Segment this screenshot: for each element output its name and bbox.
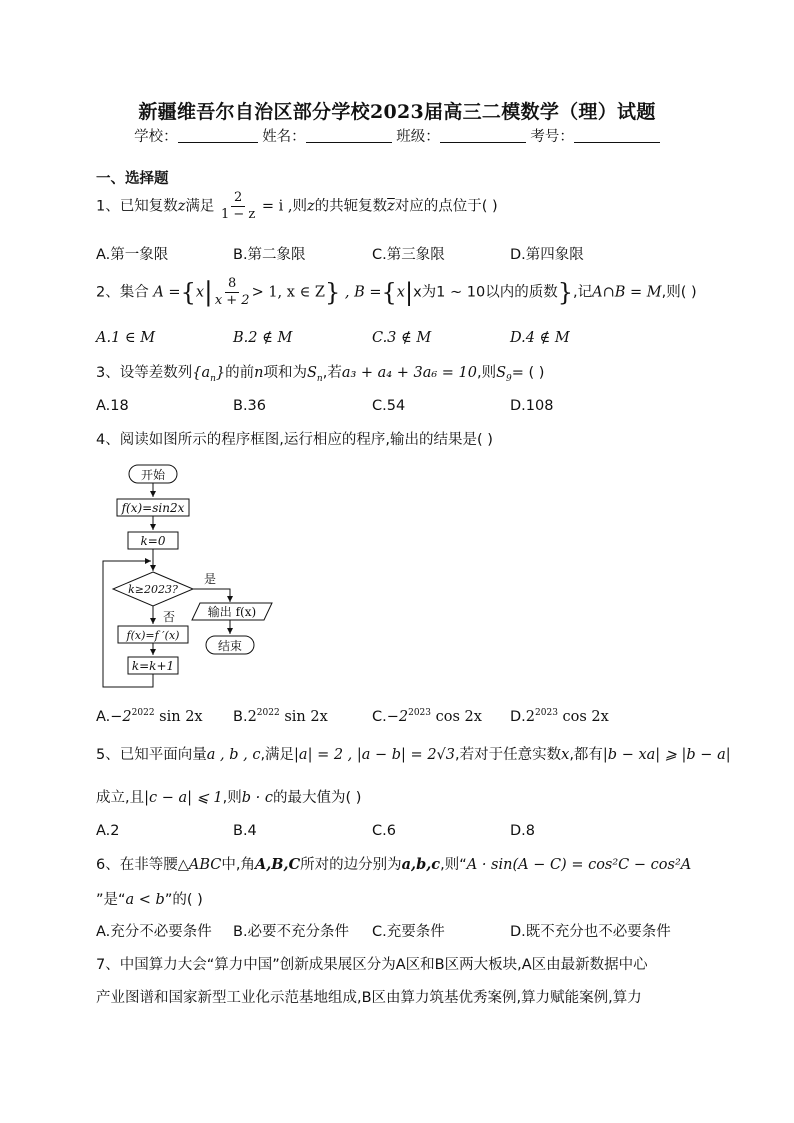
question-7: 7、中国算力大会“算力中国”创新成果展区分为A区和B区两大板块,A区由最新数据中心 — [96, 957, 648, 973]
question-4: 4、阅读如图所示的程序框图,运行相应的程序,输出的结果是( ) — [96, 432, 493, 448]
flow-deriv-text: f(x)=f ′(x) — [126, 629, 180, 642]
q5-option-c[interactable]: C.6 — [372, 823, 396, 839]
q1-option-c[interactable]: C.第三象限 — [372, 247, 445, 263]
school-blank[interactable] — [178, 142, 258, 143]
question-3: 3、设等差数列$\{a_n\}$的前n项和为$S_n$,若a₃ + a₄ + 3a₆ = 10,则$S_9=$ ( ) — [96, 365, 545, 384]
flow-inc-text: k=k+1 — [131, 659, 175, 673]
class-blank[interactable] — [440, 142, 526, 143]
q3-option-b[interactable]: B.36 — [233, 398, 267, 414]
q3-option-a[interactable]: A.18 — [96, 398, 129, 414]
q6-option-d[interactable]: D.既不充分也不必要条件 — [510, 924, 671, 940]
number-blank[interactable] — [574, 142, 660, 143]
q1-option-d[interactable]: D.第四象限 — [510, 247, 584, 263]
q1-option-a[interactable]: A.第一象限 — [96, 247, 169, 263]
flow-k0-text: k=0 — [140, 534, 166, 548]
q2-fraction: $\frac{8}{x + 2}$ — [214, 276, 250, 308]
q3-option-c[interactable]: C.54 — [372, 398, 406, 414]
q2-option-c[interactable]: C.3 ∉ M — [372, 330, 432, 346]
question-5-line2: 成立,且|c − a| ⩽ 1,则b · c的最大值为( ) — [96, 790, 362, 806]
flow-output-text: 输出 f(x) — [207, 605, 257, 619]
question-7-line2: 产业图谱和国家新型工业化示范基地组成,B区由算力筑基优秀案例,算力赋能案例,算力 — [96, 990, 642, 1006]
q3-option-d[interactable]: D.108 — [510, 398, 554, 414]
flow-yes-text: 是 — [204, 572, 217, 586]
q1-fraction: $\frac{2}{1 - z}$ — [220, 190, 256, 222]
student-info-line — [0, 125, 794, 146]
q2-option-a[interactable]: A.1 ∈ M — [96, 330, 156, 346]
q4-option-a[interactable]: $A.-2^{2022}$ sin 2x — [96, 708, 203, 725]
q5-option-b[interactable]: B.4 — [233, 823, 257, 839]
q6-option-c[interactable]: C.充要条件 — [372, 924, 445, 940]
q2-option-d[interactable]: D.4 ∉ M — [510, 330, 570, 346]
q6-option-b[interactable]: B.必要不充分条件 — [233, 924, 350, 940]
q4-option-c[interactable]: $C.-2^{2023}$ cos 2x — [372, 708, 482, 725]
q6-option-a[interactable]: A.充分不必要条件 — [96, 924, 212, 940]
flow-cond-text: k≥2023? — [128, 583, 178, 596]
q1-option-b[interactable]: B.第二象限 — [233, 247, 306, 263]
page-title: 新疆维吾尔自治区部分学校2023届高三二模数学（理）试题 — [138, 101, 656, 123]
q5-option-a[interactable]: A.2 — [96, 823, 120, 839]
section-heading-choice: 一、选择题 — [96, 171, 169, 187]
flow-no-text: 否 — [163, 610, 176, 624]
question-6-line2: ”是“a < b”的( ) — [96, 892, 203, 908]
q2-option-b[interactable]: B.2 ∉ M — [233, 330, 293, 346]
question-2: 2、集合 A ={x| $\frac{8}{x + 2}$ > 1, x ∈ Z} , B ={x|x为1 ~ 10以内的质数},记A∩B = M,则( ) — [96, 276, 697, 308]
question-6: 6、在非等腰△ABC中,角A,B,C所对的边分别为a,b,c,则“A · sin(A − C) = cos²C − cos²A — [96, 856, 692, 873]
flow-end-text: 结束 — [217, 639, 243, 653]
question-1: 1、已知复数z满足 $\frac{2}{1 - z}$ = i ,则z的共轭复数$\overline{z}$对应的点位于( ) — [96, 190, 498, 222]
school-label: 学校： — [134, 129, 178, 145]
flowchart — [96, 460, 286, 695]
q4-option-d[interactable]: $D.2^{2023}$ cos 2x — [510, 708, 609, 725]
q4-option-b[interactable]: $B.2^{2022}$ sin 2x — [233, 708, 328, 725]
number-label: 考号： — [530, 129, 574, 145]
question-5: 5、已知平面向量a , b , c,满足|a| = 2 , |a − b| = 2√3,若对于任意实数x,都有|b − xa| ⩾ |b − a| — [96, 747, 731, 763]
class-label: 班级： — [396, 129, 440, 145]
name-blank[interactable] — [306, 142, 392, 143]
flow-start-text: 开始 — [140, 468, 166, 482]
q5-option-d[interactable]: D.8 — [510, 823, 535, 839]
name-label: 姓名： — [262, 129, 306, 145]
flow-f-text: f(x)=sin2x — [121, 501, 185, 515]
